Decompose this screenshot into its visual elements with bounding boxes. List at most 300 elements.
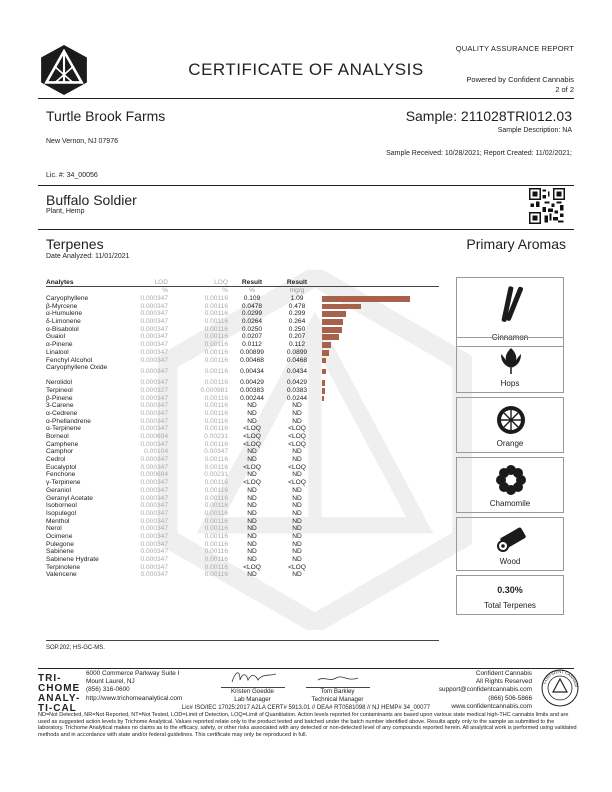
analyte-name: Pulegone [46,540,74,548]
table-row [46,456,439,464]
primary-aromas-title: Primary Aromas [466,236,566,252]
result-pct: <LOQ [243,425,261,433]
loq-value: 0.00116 [204,325,228,333]
table-row [46,564,439,572]
lod-value: 0.000347 [140,295,168,302]
table-row [46,379,439,387]
lab-address [86,670,182,703]
result-pct: ND [247,409,257,417]
loq-value: 0.000981 [200,386,228,394]
result-bar [322,327,342,333]
result-pct: <LOQ [243,563,261,571]
lod-value: 0.000347 [140,440,168,448]
cc-website-link[interactable]: www.confidentcannabis.com [451,702,532,710]
loq-value: 0.00116 [204,341,228,349]
result-mg: ND [292,502,302,510]
result-mg: <LOQ [288,433,306,440]
result-pct: 0.0112 [242,341,262,349]
result-mg: 0.250 [288,325,306,333]
aroma-label: Chamomile [489,499,531,508]
lod-value: 0.000347 [140,333,168,341]
table-row [46,349,439,357]
result-pct: 0.00468 [240,356,264,364]
sample-id: Sample: 211028TRI012.03 [405,108,572,124]
loq-value: 0.00116 [204,318,228,326]
result-mg: ND [292,448,302,456]
analyte-name: α-Terpinene [46,425,81,433]
section-title: Terpenes [46,236,104,252]
logo-line: CHOME [38,683,81,694]
lod-value: 0.000347 [140,479,168,487]
loq-value: 0.00231 [204,433,228,440]
footer-rule [38,668,574,669]
lod-value: 0.000694 [140,433,168,440]
table-row [46,364,439,379]
lod-value: 0.00104 [144,448,168,456]
result-mg: ND [292,417,302,425]
loq-value: 0.00116 [204,409,228,417]
cinnamon-icon [495,284,527,324]
result-bar [322,304,361,310]
loq-value: 0.00116 [204,509,228,517]
loq-value: 0.00116 [204,333,228,341]
result-pct: ND [247,525,257,533]
signature-kristen-goedde [228,668,280,686]
col-analytes: Analytes [46,279,74,286]
lod-value: 0.000347 [140,348,168,356]
result-mg: 0.299 [288,310,306,318]
table-row [46,441,439,449]
lod-value: 0.000347 [140,402,168,410]
result-mg: ND [292,471,302,479]
analyte-name: Geraniol [46,486,71,494]
analyte-name: Sabinene [46,548,74,556]
svg-text:CONFIDENT CANNABIS [540,668,579,687]
result-pct: 0.00244 [240,394,264,402]
result-pct: 0.00434 [240,368,264,376]
result-pct: 0.0207 [241,333,263,341]
cc-rights: All Rights Reserved [475,678,532,686]
lod-value: 0.000347 [140,417,168,425]
unit-analytes [46,287,128,295]
analyte-name: β-Myrcene [46,302,78,310]
result-pct: <LOQ [243,440,261,448]
table-row [46,464,439,472]
table-row [46,487,439,495]
result-pct: 0.109 [243,295,261,302]
loq-value: 0.00231 [204,471,228,479]
result-mg: ND [292,532,302,540]
result-pct: ND [247,417,257,425]
lod-value: 0.000347 [140,368,168,376]
lod-value: 0.000327 [140,386,168,394]
result-mg: ND [292,494,302,502]
lod-value: 0.000347 [140,563,168,571]
result-bar [322,342,331,348]
chamomile-icon [495,464,527,496]
result-mg: <LOQ [288,563,306,571]
analyte-name: Nerol [46,525,62,533]
signature-tom-barkley [312,668,364,686]
result-pct: ND [247,456,257,464]
result-mg: <LOQ [288,463,306,471]
aroma-card-orange [456,397,564,453]
table-row [46,318,439,326]
table-row [46,326,439,334]
result-bar [322,319,343,325]
analyte-name: Fenchone [46,471,76,479]
lod-value: 0.000347 [140,302,168,310]
lod-value: 0.000347 [140,425,168,433]
result-pct: ND [247,502,257,510]
page-title: CERTIFICATE OF ANALYSIS [188,60,424,79]
loq-value: 0.00347 [204,448,228,456]
cc-email-link[interactable]: support@confidentcannabis.com [438,686,532,694]
loq-value: 0.00116 [204,517,228,525]
lab-website-link[interactable]: http://www.trichomeanalytical.com [86,694,183,702]
analyte-name: α-Phellandrene [46,417,91,425]
loq-value: 0.00116 [204,463,228,471]
analyte-name: α-Bisabolol [46,325,79,333]
result-bar [322,334,339,340]
hops-icon [495,344,527,376]
analyte-name: α-Humulene [46,310,83,318]
table-row [46,448,439,456]
terpenes-table [46,279,439,579]
result-mg: 0.0244 [286,394,308,402]
table-row [46,502,439,510]
analyte-name: Menthol [46,517,70,525]
orange-icon [495,404,527,436]
aroma-label: Orange [496,439,524,448]
result-mg: 0.264 [288,318,306,326]
analyte-name: Terpinolene [46,563,81,571]
table-row [46,310,439,318]
loq-value: 0.00116 [204,540,228,548]
table-row [46,341,439,349]
result-pct: ND [247,548,257,556]
product-matrix: Plant, Hemp [46,208,85,215]
sample-received: Sample Received: 10/28/2021; Report Created: 11/02/2021; [386,150,572,157]
table-row [46,479,439,487]
signer-2 [290,687,385,703]
lab-street: 6000 Commerce Parkway Suite I [86,670,180,677]
result-pct: <LOQ [243,463,261,471]
aroma-card-hops [456,337,564,393]
result-pct: 0.00383 [240,386,264,394]
result-pct: ND [247,509,257,517]
unit-result-mg: mg/g [289,287,305,294]
client-name: Turtle Brook Farms [46,108,166,124]
loq-value: 0.00116 [204,394,228,402]
signer-2-title: Technical Manager [311,695,364,703]
analyte-name: Caryophyllene [46,295,89,302]
result-pct: ND [247,517,257,525]
aroma-label: Cinnamon [491,333,529,342]
result-pct: ND [247,402,257,410]
result-mg: 0.0899 [286,348,308,356]
date-analyzed: Date Analyzed: 11/01/2021 [46,253,130,260]
signer-1 [205,687,300,703]
loq-value: 0.00116 [204,525,228,533]
lod-value: 0.000694 [140,471,168,479]
lod-value: 0.000347 [140,517,168,525]
lod-value: 0.000347 [140,502,168,510]
lod-value: 0.000347 [140,456,168,464]
result-mg: 0.207 [288,333,306,341]
loq-value: 0.00116 [204,548,228,556]
analyte-name: Cedrol [46,456,66,464]
table-row [46,333,439,341]
result-mg: ND [292,409,302,417]
result-mg: 0.0468 [286,356,308,364]
result-mg: 0.112 [288,341,305,349]
lod-value: 0.000347 [140,394,168,402]
result-mg: ND [292,540,302,548]
table-row [46,533,439,541]
analyte-name: β-Pinene [46,394,73,402]
total-terpenes-label: Total Terpenes [484,601,536,610]
cc-phone: (866) 506-5866 [488,694,532,702]
result-mg: ND [292,486,302,494]
analyte-name: δ-Limonene [46,318,81,326]
table-row [46,471,439,479]
lod-value: 0.000347 [140,318,168,326]
lod-value: 0.000347 [140,571,168,579]
result-bar [322,311,346,317]
analyte-name: Camphene [46,440,79,448]
analyte-name: Camphor [46,448,74,456]
result-pct: 0.00899 [240,348,264,356]
loq-value: 0.00116 [204,295,228,302]
loq-value: 0.00116 [204,456,228,464]
signer-1-name: Kristen Goedde [231,688,274,695]
lab-license-line: Lic# ISO/IEC 17025:2017 A2LA CERT# 5913.01 // DEA# RT0581098 // NJ HEMP# 34_00077 [181,705,431,711]
loq-value: 0.00116 [204,563,228,571]
table-row [46,571,439,579]
table-row [46,303,439,311]
lod-value: 0.000347 [140,379,168,387]
result-pct: ND [247,532,257,540]
result-mg: ND [292,525,302,533]
aroma-label: Hops [500,379,520,388]
result-bar [322,350,329,356]
loq-value: 0.00116 [204,502,228,510]
result-pct: ND [247,540,257,548]
lod-value: 0.000347 [140,325,168,333]
result-mg: ND [292,509,302,517]
confident-cannabis-seal-icon [540,668,580,708]
result-pct: ND [247,571,257,579]
result-pct: ND [247,556,257,563]
loq-value: 0.00116 [204,348,228,356]
table-header [46,279,439,287]
lab-city: Mount Laurel, NJ [86,678,135,686]
powered-by [466,75,574,95]
loq-value: 0.00116 [204,494,228,502]
analyte-name: Sabinene Hydrate [46,556,99,563]
analyte-name: Nerolidol [46,379,73,387]
result-mg: ND [292,456,302,464]
result-pct: ND [247,494,257,502]
unit-loq: % [222,287,228,294]
lod-value: 0.000347 [140,525,168,533]
table-row [46,395,439,403]
lod-value: 0.000347 [140,509,168,517]
table-row [46,357,439,365]
table-row [46,425,439,433]
loq-value: 0.00116 [204,417,228,425]
analyte-name: α-Pinene [46,341,73,349]
loq-value: 0.00116 [204,310,228,318]
table-row [46,525,439,533]
result-mg: 0.0434 [286,368,308,376]
product-name: Buffalo Soldier [46,192,137,208]
lod-value: 0.000347 [140,540,168,548]
result-bar [322,380,325,386]
table-row [46,518,439,526]
total-terpenes-value: 0.30% [497,585,523,595]
table-row [46,556,439,564]
table-row [46,295,439,303]
result-mg: ND [292,548,302,556]
col-lod: LOD [154,279,168,286]
analyte-name: Caryophyllene Oxide [46,364,108,372]
loq-value: 0.00116 [204,440,228,448]
result-bar [322,369,326,375]
result-mg: <LOQ [288,425,306,433]
lod-value: 0.000347 [140,409,168,417]
cc-name: Confident Cannabis [475,670,532,677]
result-mg: 0.0383 [286,386,308,394]
result-pct: ND [247,471,257,479]
result-mg: ND [292,517,302,525]
loq-value: 0.00116 [204,571,228,579]
loq-value: 0.00116 [204,479,228,487]
loq-value: 0.00116 [204,556,228,563]
loq-value: 0.00116 [204,402,228,410]
seal-text: CONFIDENT CANNABI [541,668,579,688]
col-result-pct: Result [241,279,263,286]
result-mg: 1.09 [290,295,304,302]
col-result-mg: Result [286,279,308,286]
analyte-name: Linalool [46,348,69,356]
table-row [46,548,439,556]
loq-value: 0.00116 [204,379,228,387]
result-mg: ND [292,571,302,579]
result-pct: 0.0250 [241,325,263,333]
lod-value: 0.000347 [140,341,168,349]
result-mg: <LOQ [288,479,306,487]
analyte-name: γ-Terpinene [46,479,81,487]
lod-value: 0.000347 [140,356,168,364]
table-units [46,287,439,295]
logo-line: TI-CAL [38,703,77,714]
analyte-name: Eucalyptol [46,463,77,471]
result-bar [322,296,410,302]
loq-value: 0.00116 [204,356,228,364]
loq-value: 0.00116 [204,368,228,376]
lod-value: 0.000347 [140,556,168,563]
result-pct: <LOQ [243,479,261,487]
sop-note: SOP.202; HS-GC-MS. [46,645,105,651]
section-rule [38,229,574,230]
table-bottom-rule [46,640,439,641]
result-mg: 0.478 [288,302,306,310]
section-rule [38,185,574,186]
result-bar [322,388,325,394]
loq-value: 0.00116 [204,425,228,433]
analyte-name: α-Cedrene [46,409,78,417]
analyte-name: 3-Carene [46,402,74,410]
page-number: 2 of 2 [555,85,574,94]
result-mg: 0.0429 [286,379,308,387]
table-row [46,495,439,503]
aroma-card-wood [456,517,564,571]
table-row [46,387,439,395]
loq-value: 0.00116 [204,532,228,540]
table-row [46,433,439,441]
result-pct: 0.0264 [241,318,263,326]
loq-value: 0.00116 [204,302,228,310]
analyte-name: Isoborneol [46,502,77,510]
aroma-card-chamomile [456,457,564,513]
analyte-name: Geranyl Acetate [46,494,93,502]
unit-lod: % [162,287,168,294]
qr-code-icon[interactable] [529,188,565,224]
table-row [46,510,439,518]
result-pct: 0.00429 [240,379,264,387]
table-row [46,418,439,426]
result-pct: <LOQ [243,433,261,440]
result-bar [322,396,324,402]
result-pct: 0.0299 [241,310,263,318]
lod-value: 0.000347 [140,548,168,556]
logo-line: TRI- [38,673,62,684]
logo-line: ANALY- [38,693,81,704]
signer-1-title: Lab Manager [234,695,271,703]
result-bar [322,358,326,364]
lod-value: 0.000347 [140,463,168,471]
result-mg: ND [292,402,302,410]
powered-by-text: Powered by Confident Cannabis [466,75,574,84]
result-pct: ND [247,448,257,456]
analyte-name: Fenchyl Alcohol [46,356,93,364]
col-loq: LOQ [214,279,228,286]
table-row [46,402,439,410]
table-body [46,295,439,579]
client-address: New Vernon, NJ 07976 [46,138,118,145]
aroma-label: Wood [499,557,521,566]
qa-report-label: QUALITY ASSURANCE REPORT [455,44,574,53]
signer-2-name: Tom Barkley [320,688,355,695]
unit-result-pct: % [249,287,255,294]
analyte-name: Borneol [46,433,69,440]
loq-value: 0.00116 [204,486,228,494]
result-pct: 0.0478 [241,302,263,310]
lod-value: 0.000347 [140,494,168,502]
analyte-name: Isopulegol [46,509,77,517]
analyte-name: Terpineol [46,386,73,394]
lod-value: 0.000347 [140,310,168,318]
analyte-name: Valencene [46,571,77,579]
total-terpenes-box [456,575,564,615]
client-license: Lic. #: 34_00056 [46,172,98,179]
table-row [46,410,439,418]
lod-value: 0.000347 [140,486,168,494]
lab-phone: (856) 316-0600 [86,686,130,694]
result-mg: <LOQ [288,440,306,448]
